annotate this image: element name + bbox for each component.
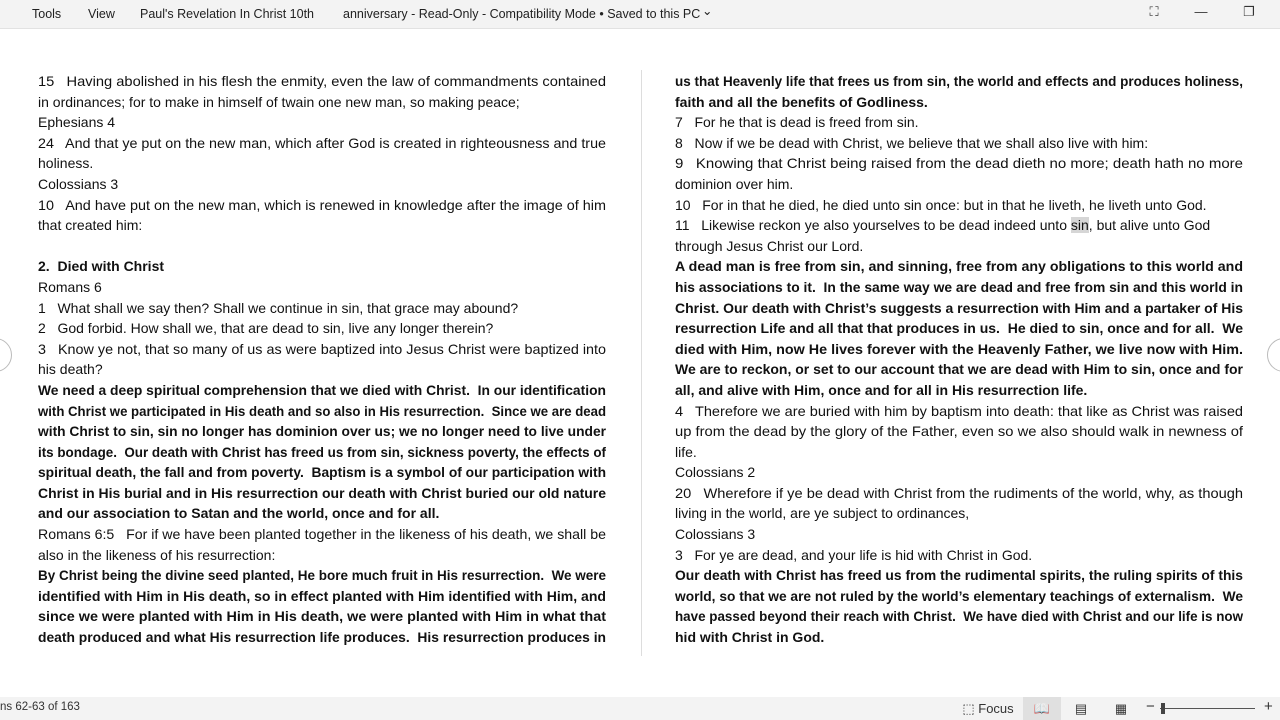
text-line <box>675 133 1243 154</box>
text-line <box>38 380 606 401</box>
line-text: , but alive unto God <box>1088 217 1211 234</box>
line-text: Ephesians 4 <box>38 114 116 131</box>
line-text: in ordinances; for to make in himself of twain one new man, so making peace; <box>38 93 520 110</box>
text-line <box>38 627 606 648</box>
text-line <box>38 483 605 504</box>
line-text: with Christ to sin, sin no longer has dominion over us; we no longer need to live under <box>38 423 606 440</box>
text-line <box>38 112 606 133</box>
line-text: his associations to it. In the same way we are dead and free from sin and this world in <box>675 278 1243 295</box>
text-line <box>38 71 633 92</box>
print-layout-icon[interactable]: ▤ <box>1074 701 1088 716</box>
text-line <box>675 339 1257 360</box>
highlighted-word: sin <box>1070 217 1089 234</box>
line-text: hid with Christ in God. <box>675 629 825 646</box>
text-line <box>38 195 622 216</box>
page-count: ns 62-63 of 163 <box>0 701 80 713</box>
line-text: identified with Him in His death, so in effect planted with Him identified with Him, and <box>38 587 606 604</box>
document-title: Paul's Revelation In Christ 10th <box>140 7 315 21</box>
line-text: that created him: <box>38 217 143 234</box>
column-divider <box>641 70 642 656</box>
text-line <box>675 545 1243 566</box>
line-text: also in the likeness of his resurrection: <box>38 546 276 563</box>
line-text: holiness. <box>38 155 94 172</box>
title-bar <box>0 0 1280 29</box>
line-text: 9 Knowing that Christ being raised from the dead dieth no more; death hath no more <box>675 155 1243 172</box>
line-text: all, and alive with Him, once and for all in His resurrection life. <box>675 381 1088 398</box>
text-line <box>675 359 1243 380</box>
text-line <box>38 298 606 319</box>
line-text: Christ. Our death with Christ’s suggests a resurrection with Him and a partaker of His <box>675 299 1243 316</box>
text-line <box>38 318 606 339</box>
text-line <box>675 462 1243 483</box>
status-bar <box>0 697 1280 720</box>
text-line <box>675 524 1243 545</box>
line-text: By Christ being the divine seed planted, He bore much fruit in His resurrection. We were <box>38 567 606 584</box>
line-text: Christ in His burial and in His resurrection our death with Christ buried our old nature <box>38 484 606 501</box>
line-text: up from the dead by the glory of the Father, even so we also should walk in newness of <box>675 423 1243 440</box>
line-text: We are to reckon, or set to our account that we are dead with Him to sin, once and for <box>675 361 1243 378</box>
focus-icon: ⬚ <box>962 701 975 716</box>
line-text: through Jesus Christ our Lord. <box>675 237 864 254</box>
text-line <box>38 133 619 154</box>
chevron-down-icon[interactable]: ⌄ <box>702 4 713 18</box>
minimize-icon[interactable]: — <box>1194 4 1208 19</box>
text-line <box>38 359 606 380</box>
line-text: died with Him, now He lives forever with the Heavenly Father, we live now with Him. <box>675 340 1243 357</box>
text-line <box>38 524 612 545</box>
line-text: 7 For he that is dead is freed from sin. <box>675 114 919 131</box>
focus-button[interactable] <box>962 697 1014 720</box>
line-text: 2 God forbid. How shall we, that are dead to sin, live any longer therein? <box>38 320 494 337</box>
previous-page-button[interactable] <box>0 338 12 372</box>
text-line <box>675 380 1243 401</box>
line-text: dominion over him. <box>675 175 794 192</box>
text-line <box>675 215 1243 236</box>
fullscreen-icon[interactable]: ⛶ <box>1149 4 1159 19</box>
text-line <box>675 71 1243 92</box>
text-line <box>675 153 1280 174</box>
text-line <box>38 236 606 257</box>
text-line <box>675 318 1243 339</box>
text-line <box>38 606 621 627</box>
line-text: 8 Now if we be dead with Christ, we believe that we shall also live with him: <box>675 134 1149 151</box>
line-text: have passed beyond their reach with Christ. We have died with Christ and our life is now <box>675 608 1243 625</box>
text-line <box>38 339 621 360</box>
tools-menu[interactable]: Tools <box>32 7 62 21</box>
line-text: and our association to Satan and the world, once and for all. <box>38 505 440 522</box>
line-text: 24 And that ye put on the new man, which after God is created in righteousness and true <box>38 134 606 151</box>
text-line <box>675 483 1268 504</box>
line-text: 3 Know ye not, that so many of us as were baptized into Jesus Christ were baptized into <box>38 340 606 357</box>
text-line <box>38 503 606 524</box>
left-page-column <box>38 71 606 648</box>
zoom-slider[interactable] <box>1160 708 1255 709</box>
text-line <box>675 256 1251 277</box>
line-text: Romans 6 <box>38 278 102 295</box>
line-text: living in the world, are ye subject to ordinances, <box>675 505 970 522</box>
line-text: 10 And have put on the new man, which is renewed in knowledge after the image of him <box>38 196 606 213</box>
text-line <box>675 401 1265 422</box>
text-line <box>38 421 606 442</box>
view-menu[interactable]: View <box>88 7 115 21</box>
line-text: We need a deep spiritual comprehension that we died with Christ. In our identification <box>38 381 606 398</box>
zoom-slider-thumb[interactable] <box>1161 703 1165 714</box>
text-line <box>38 462 606 483</box>
line-text: his death? <box>38 361 103 378</box>
text-line <box>38 153 606 174</box>
line-text: resurrection Life and all that that produces in us. He died to sin, once and for all. We <box>675 320 1243 337</box>
text-line <box>38 586 608 607</box>
text-line <box>38 401 606 422</box>
text-line <box>38 174 606 195</box>
line-text: Colossians 3 <box>675 526 756 543</box>
text-line <box>675 277 1243 298</box>
next-page-button[interactable] <box>1267 338 1280 372</box>
text-line <box>675 92 1243 113</box>
text-line <box>675 236 1243 257</box>
text-line <box>38 92 606 113</box>
line-text: 10 For in that he died, he died unto sin once: but in that he liveth, he liveth unto God. <box>675 196 1207 213</box>
line-text: A dead man is free from sin, and sinning, free from any obligations to this world and <box>675 258 1243 275</box>
line-text: world, so that we are not ruled by the world’s elementary teachings of externalism. We <box>675 587 1243 604</box>
text-line <box>675 112 1243 133</box>
read-mode-icon[interactable]: 📖 <box>1023 697 1061 720</box>
zoom-in-button[interactable]: + <box>1264 698 1273 715</box>
text-line <box>675 421 1273 442</box>
line-text: us that Heavenly life that frees us from sin, the world and effects and produces holiness, <box>675 73 1243 89</box>
line-text: life. <box>675 443 697 460</box>
text-line <box>675 586 1243 607</box>
text-line <box>675 174 1243 195</box>
document-status[interactable]: anniversary - Read-Only - Compatibility Mode • Saved to this PC <box>343 7 701 21</box>
text-line <box>38 256 606 277</box>
line-text: 4 Therefore we are buried with him by baptism into death: that like as Christ was raised <box>675 402 1243 419</box>
text-line <box>675 442 1243 463</box>
web-layout-icon[interactable]: ▦ <box>1114 701 1128 716</box>
line-text: with Christ we participated in His death and so also in His resurrection. Since we are dead <box>38 402 606 419</box>
line-text: its bondage. Our death with Christ has freed us from sin, sickness poverty, the effects of <box>38 443 606 460</box>
text-line <box>38 545 606 566</box>
right-page-column <box>675 71 1243 648</box>
text-line <box>38 277 606 298</box>
text-line <box>38 215 606 236</box>
line-text: death produced and what His resurrection life produces. His resurrection produces in <box>38 629 606 646</box>
line-text: Colossians 2 <box>675 464 756 481</box>
line-text: spiritual death, the fall and from poverty. Baptism is a symbol of our participation with <box>38 464 606 481</box>
line-text: faith and all the benefits of Godliness. <box>675 93 928 110</box>
text-line <box>38 565 606 586</box>
focus-label: Focus <box>978 701 1014 716</box>
text-line <box>675 606 1243 627</box>
text-line <box>675 627 1243 648</box>
line-text: 15 Having abolished in his flesh the enmity, even the law of commandments contained <box>38 73 606 89</box>
line-text: 1 What shall we say then? Shall we continue in sin, that grace may abound? <box>38 299 519 316</box>
line-text: Colossians 3 <box>38 175 119 192</box>
text-line <box>675 503 1243 524</box>
text-line <box>675 565 1243 586</box>
text-line <box>38 442 606 463</box>
text-line <box>675 195 1243 216</box>
restore-icon[interactable]: ❐ <box>1243 4 1255 19</box>
line-text: Our death with Christ has freed us from the rudimental spirits, the ruling spirits of this <box>675 567 1243 584</box>
line-text: 11 Likewise reckon ye also yourselves to be dead indeed unto <box>675 217 1071 234</box>
line-text: 3 For ye are dead, and your life is hid with Christ in God. <box>675 546 1033 563</box>
text-line <box>675 298 1242 319</box>
line-text: 2. Died with Christ <box>38 258 165 275</box>
line-text: Romans 6:5 For if we have been planted together in the likeness of his death, we shall be <box>38 526 606 543</box>
line-text: 20 Wherefore if ye be dead with Christ from the rudiments of the world, why, as though <box>675 484 1243 501</box>
line-text: since we were planted with Him in His death, we were planted with Him in what that <box>38 608 606 625</box>
zoom-out-button[interactable]: − <box>1146 698 1155 715</box>
